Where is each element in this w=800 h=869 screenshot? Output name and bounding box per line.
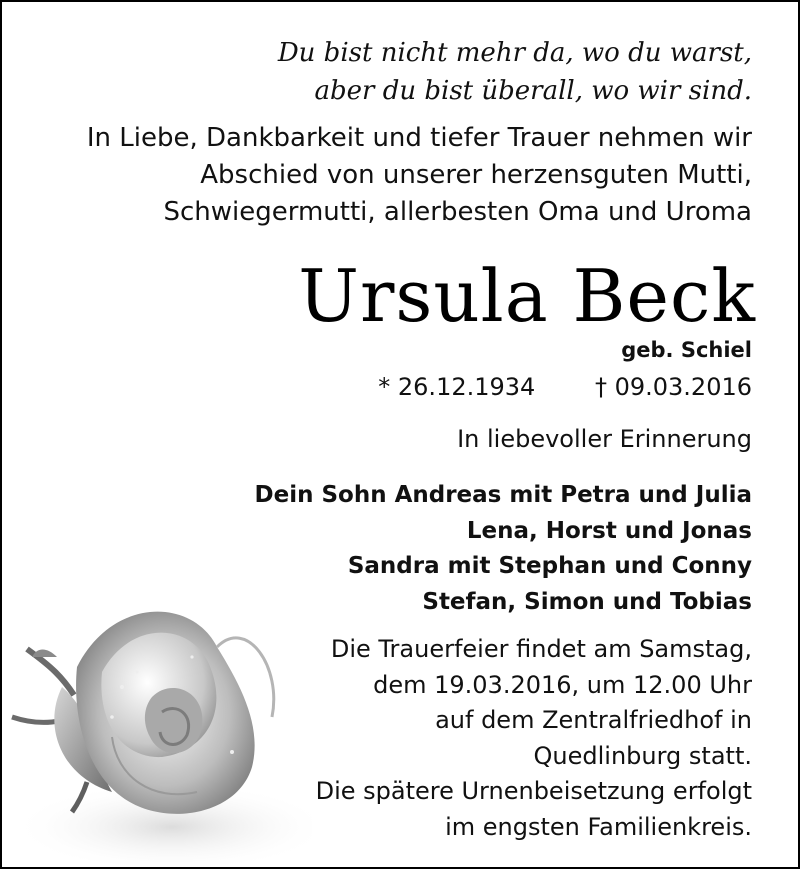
family-list — [255, 478, 753, 620]
poem-line: Du bist nicht mehr da, wo du warst, — [277, 38, 752, 68]
service-line: Quedlinburg statt. — [533, 741, 752, 770]
maiden-name: geb. Schiel — [621, 338, 752, 362]
service-line: auf dem Zentralfriedhof in — [435, 706, 752, 734]
death-date: † 09.03.2016 — [594, 373, 752, 401]
family-line: Sandra mit Stephan und Conny — [347, 553, 752, 579]
service-line: Die spätere Urnenbeisetzung erfolgt — [315, 777, 752, 805]
birth-date: * 26.12.1934 — [378, 373, 536, 401]
intro-line: In Liebe, Dankbarkeit und tiefer Trauer nehmen wir — [86, 123, 752, 153]
service-line: Die Trauerfeier findet am Samstag, — [330, 635, 752, 663]
poem-line: aber du bist überall, wo wir sind. — [314, 76, 752, 106]
service-info — [316, 632, 752, 845]
family-line: Stefan, Simon und Tobias — [422, 588, 752, 615]
poem-quote — [278, 34, 752, 110]
rose-image — [2, 577, 312, 867]
life-dates — [378, 370, 752, 404]
family-line: Lena, Horst und Jonas — [466, 517, 752, 544]
intro-line: Schwiegermutti, allerbesten Oma und Uroma — [163, 197, 752, 227]
service-line: im engsten Familienkreis. — [445, 812, 752, 841]
deceased-name: Ursula Beck — [298, 254, 756, 338]
service-line: dem 19.03.2016, um 12.00 Uhr — [373, 670, 752, 699]
intro-text — [87, 120, 752, 231]
family-line: Dein Sohn Andreas mit Petra und Julia — [254, 482, 752, 508]
intro-line: Abschied von unserer herzensguten Mutti, — [200, 160, 752, 190]
memory-line: In liebevoller Erinnerung — [457, 425, 752, 453]
